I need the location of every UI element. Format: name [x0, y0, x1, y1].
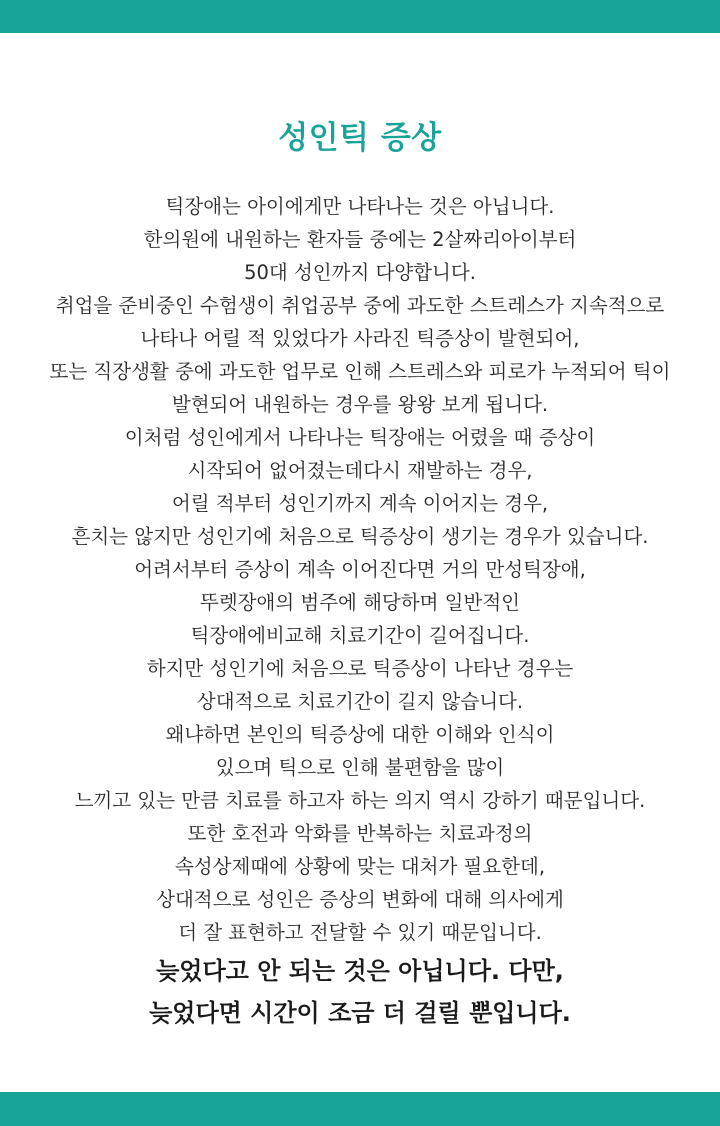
body-line: 한의원에 내원하는 환자들 중에는 2살짜리아이부터	[143, 228, 577, 251]
body-line: 더 잘 표현하고 전달할 수 있기 때문입니다.	[178, 921, 542, 944]
body-line: 상대적으로 성인은 증상의 변화에 대해 의사에게	[156, 888, 564, 911]
body-line: 어려서부터 증상이 계속 이어진다면 거의 만성틱장애,	[134, 558, 586, 581]
body-line: 있으며 틱으로 인해 불편함을 많이	[215, 756, 505, 779]
body-line: 어릴 적부터 성인기까지 계속 이어지는 경우,	[171, 492, 549, 515]
body-line: 흔치는 않지만 성인기에 처음으로 틱증상이 생기는 경우가 있습니다.	[71, 525, 649, 548]
body-line: 취업을 준비중인 수험생이 취업공부 중에 과도한 스트레스가 지속적으로	[55, 294, 665, 317]
page-title: 성인틱 증상	[278, 120, 442, 156]
body-line: 틱장애는 아이에게만 나타나는 것은 아닙니다.	[165, 195, 555, 218]
body-line: 또한 호전과 악화를 반복하는 치료과정의	[187, 822, 533, 845]
closing-emphasis	[0, 950, 720, 1034]
body-line: 이처럼 성인에게서 나타나는 틱장애는 어렸을 때 증상이	[124, 426, 596, 449]
body-line: 50대 성인까지 다양합니다.	[244, 261, 476, 284]
body-line: 시작되어 없어졌는데다시 재발하는 경우,	[187, 459, 533, 482]
body-line: 발현되어 내원하는 경우를 왕왕 보게 됩니다.	[171, 393, 549, 416]
top-accent-bar	[0, 0, 720, 33]
body-line: 또는 직장생활 중에 과도한 업무로 인해 스트레스와 피로가 누적되어 틱이	[49, 360, 671, 383]
body-line: 뚜렛장애의 범주에 해당하며 일반적인	[200, 591, 520, 614]
bottom-accent-bar	[0, 1092, 720, 1126]
body-line: 상대적으로 치료기간이 길지 않습니다.	[196, 690, 524, 713]
body-line: 속성상제때에 상황에 맞는 대처가 필요한데,	[174, 855, 546, 878]
body-line: 느끼고 있는 만큼 치료를 하고자 하는 의지 역시 강하기 때문입니다.	[74, 789, 646, 812]
body-line: 틱장애에비교해 치료기간이 길어집니다.	[190, 624, 530, 647]
body-line: 왜냐하면 본인의 틱증상에 대한 이해와 인식이	[165, 723, 555, 746]
body-line: 나타나 어릴 적 있었다가 사라진 틱증상이 발현되어,	[140, 327, 580, 350]
emphasis-line: 늦었다면 시간이 조금 더 걸릴 뿐입니다.	[149, 999, 571, 1027]
body-line: 하지만 성인기에 처음으로 틱증상이 나타난 경우는	[146, 657, 574, 680]
emphasis-line: 늦었다고 안 되는 것은 아닙니다. 다만,	[156, 957, 564, 985]
body-text	[0, 190, 720, 949]
